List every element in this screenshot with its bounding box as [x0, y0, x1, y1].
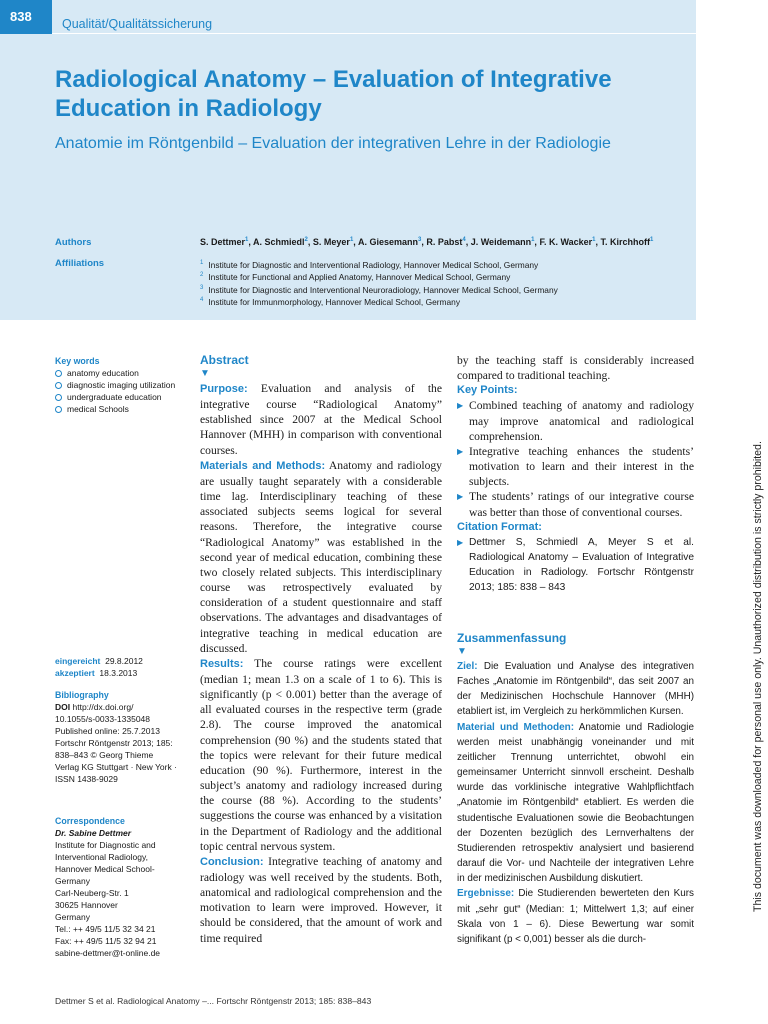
conclusion-label: Conclusion:	[200, 855, 264, 868]
keyword-item	[55, 391, 190, 403]
address-line: Interventional Radiology,	[55, 852, 148, 862]
title-line-2: Education in Radiology	[55, 95, 322, 122]
zusammenfassung-column	[457, 631, 694, 947]
affiliation-text: Institute for Diagnostic and Interventional Neuroradiology, Hannover Medical School, Germany	[208, 284, 558, 295]
address-line: Hannover Medical School-	[55, 864, 155, 874]
bibliography-label: Bibliography	[55, 690, 109, 700]
affiliation-item	[200, 283, 690, 295]
keywords-label: Key words	[55, 356, 100, 366]
results-label: Results:	[200, 657, 244, 670]
abstract-heading: Abstract	[200, 353, 249, 367]
address-line: Carl-Neuberg-Str. 1	[55, 888, 129, 898]
bib-line: 838–843 © Georg Thieme	[55, 750, 154, 760]
page-number-badge	[0, 0, 52, 34]
author-name: S. Dettmer	[200, 237, 246, 247]
section-label: Qualität/Qualitätssicherung	[62, 17, 213, 31]
accepted-date: 18.3.2013	[99, 668, 138, 678]
key-point: ▶ Integrative teaching enhances the students’ motivation to learn and their interest in the subjects.	[457, 444, 694, 489]
email-link[interactable]: sabine-dettmer@t-online.de	[55, 948, 161, 958]
circle-bullet-icon	[55, 370, 62, 377]
purpose-text: Evaluation and analysis of the integrative course “Radiological Anatomy” established since 2007 at the Medical School Hannover (MHH) in comparison with conventional courses.	[200, 382, 442, 457]
key-point: ▶ Combined teaching of anatomy and radiology may improve anatomical and radiological comprehension.	[457, 399, 694, 443]
abstract-continuation-column	[457, 353, 694, 596]
zusammenfassung-heading: Zusammenfassung	[457, 631, 567, 645]
author-name: S. Meyer	[312, 237, 350, 247]
author-name: T. Kirchhoff	[600, 237, 650, 247]
ziel-text: Die Evaluation und Analyse des integrativen Faches „Anatomie im Röntgenbild“, das seit 2007 an der Medizinischen Hochschule Hannover (MHH) etabliert ist, im Vergleich zu herkömmlichen Kursen.	[457, 661, 694, 718]
article-title	[55, 65, 675, 123]
keyword-text: anatomy education	[67, 368, 139, 378]
bibliography-block	[55, 689, 190, 785]
author-affiliation-ref: 1	[649, 237, 654, 243]
address-line: 30625 Hannover	[55, 900, 118, 910]
affiliation-item	[200, 295, 690, 307]
title-line-1: Radiological Anatomy – Evaluation of Integrative	[55, 66, 612, 93]
ergebnisse-text: Die Studierenden bewerteten den Kurs mit „sehr gut“ (Median: 1; Mittelwert 1,3; auf einer Skala von 1 – 6). Diese Bewertung war somit signifikant (p < 0,001) besser als die durch-	[457, 888, 694, 945]
keywords-block	[55, 355, 190, 415]
affiliation-item	[200, 258, 690, 270]
keyword-item	[55, 379, 190, 391]
authors-label: Authors	[55, 237, 92, 248]
author-affiliation-ref: 1	[245, 237, 249, 243]
affiliation-text: Institute for Functional and Applied Anatomy, Hannover Medical School, Germany	[208, 272, 511, 283]
key-points-label: Key Points:	[457, 384, 518, 397]
correspondence-address	[55, 839, 190, 959]
author-name: J. Weidemann	[470, 237, 532, 247]
author-affiliation-ref: 4	[462, 237, 466, 243]
methoden-text: Anatomie und Radiologie werden meist unabhängig voneinander und mit zeitlicher Trennung unterrichtet, obwohl ein gemeinsamer Unterricht sinnvoll erscheint. Deshalb wurde das vorklinische integrative Wahlpflichtfach „Anatomie im Röntgenbild“ etabliert. Es werden die studentische Evaluationen sowie die Beobachtungen der Dozenten bezüglich des Lernverhaltens der Studierenden retrospektiv analysiert und basierend darauf die Vor- und Nachteile der integrativen Lehre in der medizinischen Ausbildung diskutiert.	[457, 721, 694, 885]
abstract-marker: ▼	[200, 368, 210, 379]
top-divider	[52, 33, 696, 34]
bib-line: Published online: 25.7.2013	[55, 726, 160, 736]
affiliations-list	[200, 258, 690, 307]
affiliation-number: 3	[200, 284, 204, 291]
author-affiliation-ref: 3	[417, 237, 422, 243]
author-name: R. Pabst	[426, 237, 463, 247]
bib-line: 10.1055/s-0033-1335048	[55, 714, 150, 724]
affiliation-item	[200, 270, 690, 282]
circle-bullet-icon	[55, 394, 62, 401]
arrow-right-icon: ▶	[457, 446, 464, 456]
author-name: F. K. Wacker	[539, 237, 593, 247]
affiliation-number: 4	[200, 296, 204, 303]
citation: ▶ Dettmer S, Schmiedl A, Meyer S et al. Radiological Anatomy – Evaluation of Integrative Education in Radiology. Fortschr Röntgenstr 2013; 185: 838 – 843	[457, 535, 694, 596]
abstract-column	[200, 353, 442, 946]
keywords-list	[55, 367, 190, 415]
conclusion-text: Integrative teaching of anatomy and radiology was well received by the students. Both, anatomical and radiological comprehension and the motivation to learn were improved. However, it should be considered, that the amount of work and time required	[200, 854, 442, 945]
circle-bullet-icon	[55, 406, 62, 413]
address-line: Tel.: ++ 49/5 11/5 32 34 21	[55, 924, 156, 934]
accepted-label: akzeptiert	[55, 668, 95, 678]
ergebnisse-label: Ergebnisse:	[457, 888, 515, 900]
results-text: The course ratings were excellent (median 1; mean 1.3 on a scale of 1 to 6). This is significantly (p < 0.001) better than the average of all evaluated courses in the respective term (grade 2.8). The course improved the anatomical comprehension (90 %) and the students stated that the topics were relevant for their future medical education (90 %). Furthermore, interest in the subject’s anatomy and radiology increased during the course (88 %). According to the students’ suggestions the course was enhanced by a visitation in the Department of Radiology and the additional topic central nervous system.	[200, 656, 442, 853]
bib-line: Fortschr Röntgenstr 2013; 185:	[55, 738, 173, 748]
affiliation-number: 1	[200, 260, 204, 266]
affiliation-text: Institute for Immunmorphology, Hannover Medical School, Germany	[208, 296, 461, 307]
author-affiliation-ref: 1	[592, 237, 596, 243]
keyword-text: undergraduate education	[67, 392, 162, 402]
purpose-label: Purpose:	[200, 383, 248, 395]
doi-label: DOI	[55, 702, 71, 712]
correspondence-label: Correspondence	[55, 816, 125, 826]
address-line: Institute for Diagnostic and	[55, 840, 156, 850]
keyword-item	[55, 403, 190, 415]
address-line: Germany	[55, 912, 90, 922]
author-name: A. Giesemann	[357, 237, 418, 247]
key-point: ▶ The students’ ratings of our integrative course was better than those of conventional courses.	[457, 490, 694, 519]
affiliation-text: Institute for Diagnostic and Interventional Radiology, Hannover Medical School, Germany	[208, 259, 539, 270]
keyword-text: diagnostic imaging utilization	[67, 380, 176, 390]
author-affiliation-ref: 1	[349, 237, 354, 243]
page-footer: Dettmer S et al. Radiological Anatomy –... Fortschr Röntgenstr 2013; 185: 838–843	[55, 996, 372, 1006]
keyword-item	[55, 367, 190, 379]
conclusion-continuation: by the teaching staff is considerably increased compared to traditional teaching.	[457, 354, 694, 383]
keyword-text: medical Schools	[67, 404, 129, 414]
author-name: A. Schmiedl	[253, 237, 305, 247]
authors-list: S. Dettmer$^1$, A. Schmiedl$^2$, S. Meyer$^1$, A. Giesemann$^3$, R. Pabst$^4$, J. Weidemann$^1$, F. K. Wacker$^1$, T. Kirchhoff$^1$	[200, 237, 654, 247]
author-affiliation-ref: 2	[304, 237, 308, 243]
affiliation-number: 2	[200, 272, 204, 279]
bib-line[interactable]: http://dx.doi.org/	[72, 702, 134, 712]
ziel-label: Ziel:	[457, 661, 478, 672]
article-subtitle: Anatomie im Röntgenbild – Evaluation der integrativen Lehre in der Radiologie	[55, 135, 611, 152]
bib-line: Verlag KG Stuttgart · New York ·	[55, 762, 177, 772]
circle-bullet-icon	[55, 382, 62, 389]
zusammenfassung-marker: ▼	[457, 646, 467, 657]
dates-block	[55, 655, 190, 679]
page-number: 838	[10, 9, 32, 24]
address-line: Fax: ++ 49/5 11/5 32 94 21	[55, 936, 157, 946]
download-notice: This document was downloaded for personal use only. Unauthorized distribution is strictly prohibited.	[752, 441, 764, 912]
citation-label: Citation Format:	[457, 520, 542, 533]
correspondence-name: Dr. Sabine Dettmer	[55, 828, 132, 838]
arrow-right-icon: ▶	[457, 537, 464, 547]
affiliations-label: Affiliations	[55, 258, 105, 269]
bib-line: ISSN 1438-9029	[55, 774, 118, 784]
author-affiliation-ref: 1	[531, 237, 535, 243]
methods-text: Anatomy and radiology are usually taught separately with a considerable time lag. Interdisciplinary teaching of these associated subjects seems logical for several reasons. Therefore, the integrative course “Radiological Anatomy” was established in the second year of medical education, combining these two closely related subjects. This interdisciplinary course was retrospectively evaluated by consideration of a student questionnaire and staff observations. The advantages and disadvantages of integrative teaching in medical education are discussed.	[200, 458, 442, 655]
received-date: 29.8.2012	[105, 656, 143, 666]
address-line: Germany	[55, 876, 90, 886]
arrow-right-icon: ▶	[457, 401, 464, 411]
correspondence-block	[55, 815, 190, 959]
methoden-label: Material und Methoden:	[457, 721, 575, 733]
received-label: eingereicht	[55, 656, 101, 666]
methods-label: Materials and Methods:	[200, 459, 326, 472]
arrow-right-icon: ▶	[457, 492, 464, 502]
